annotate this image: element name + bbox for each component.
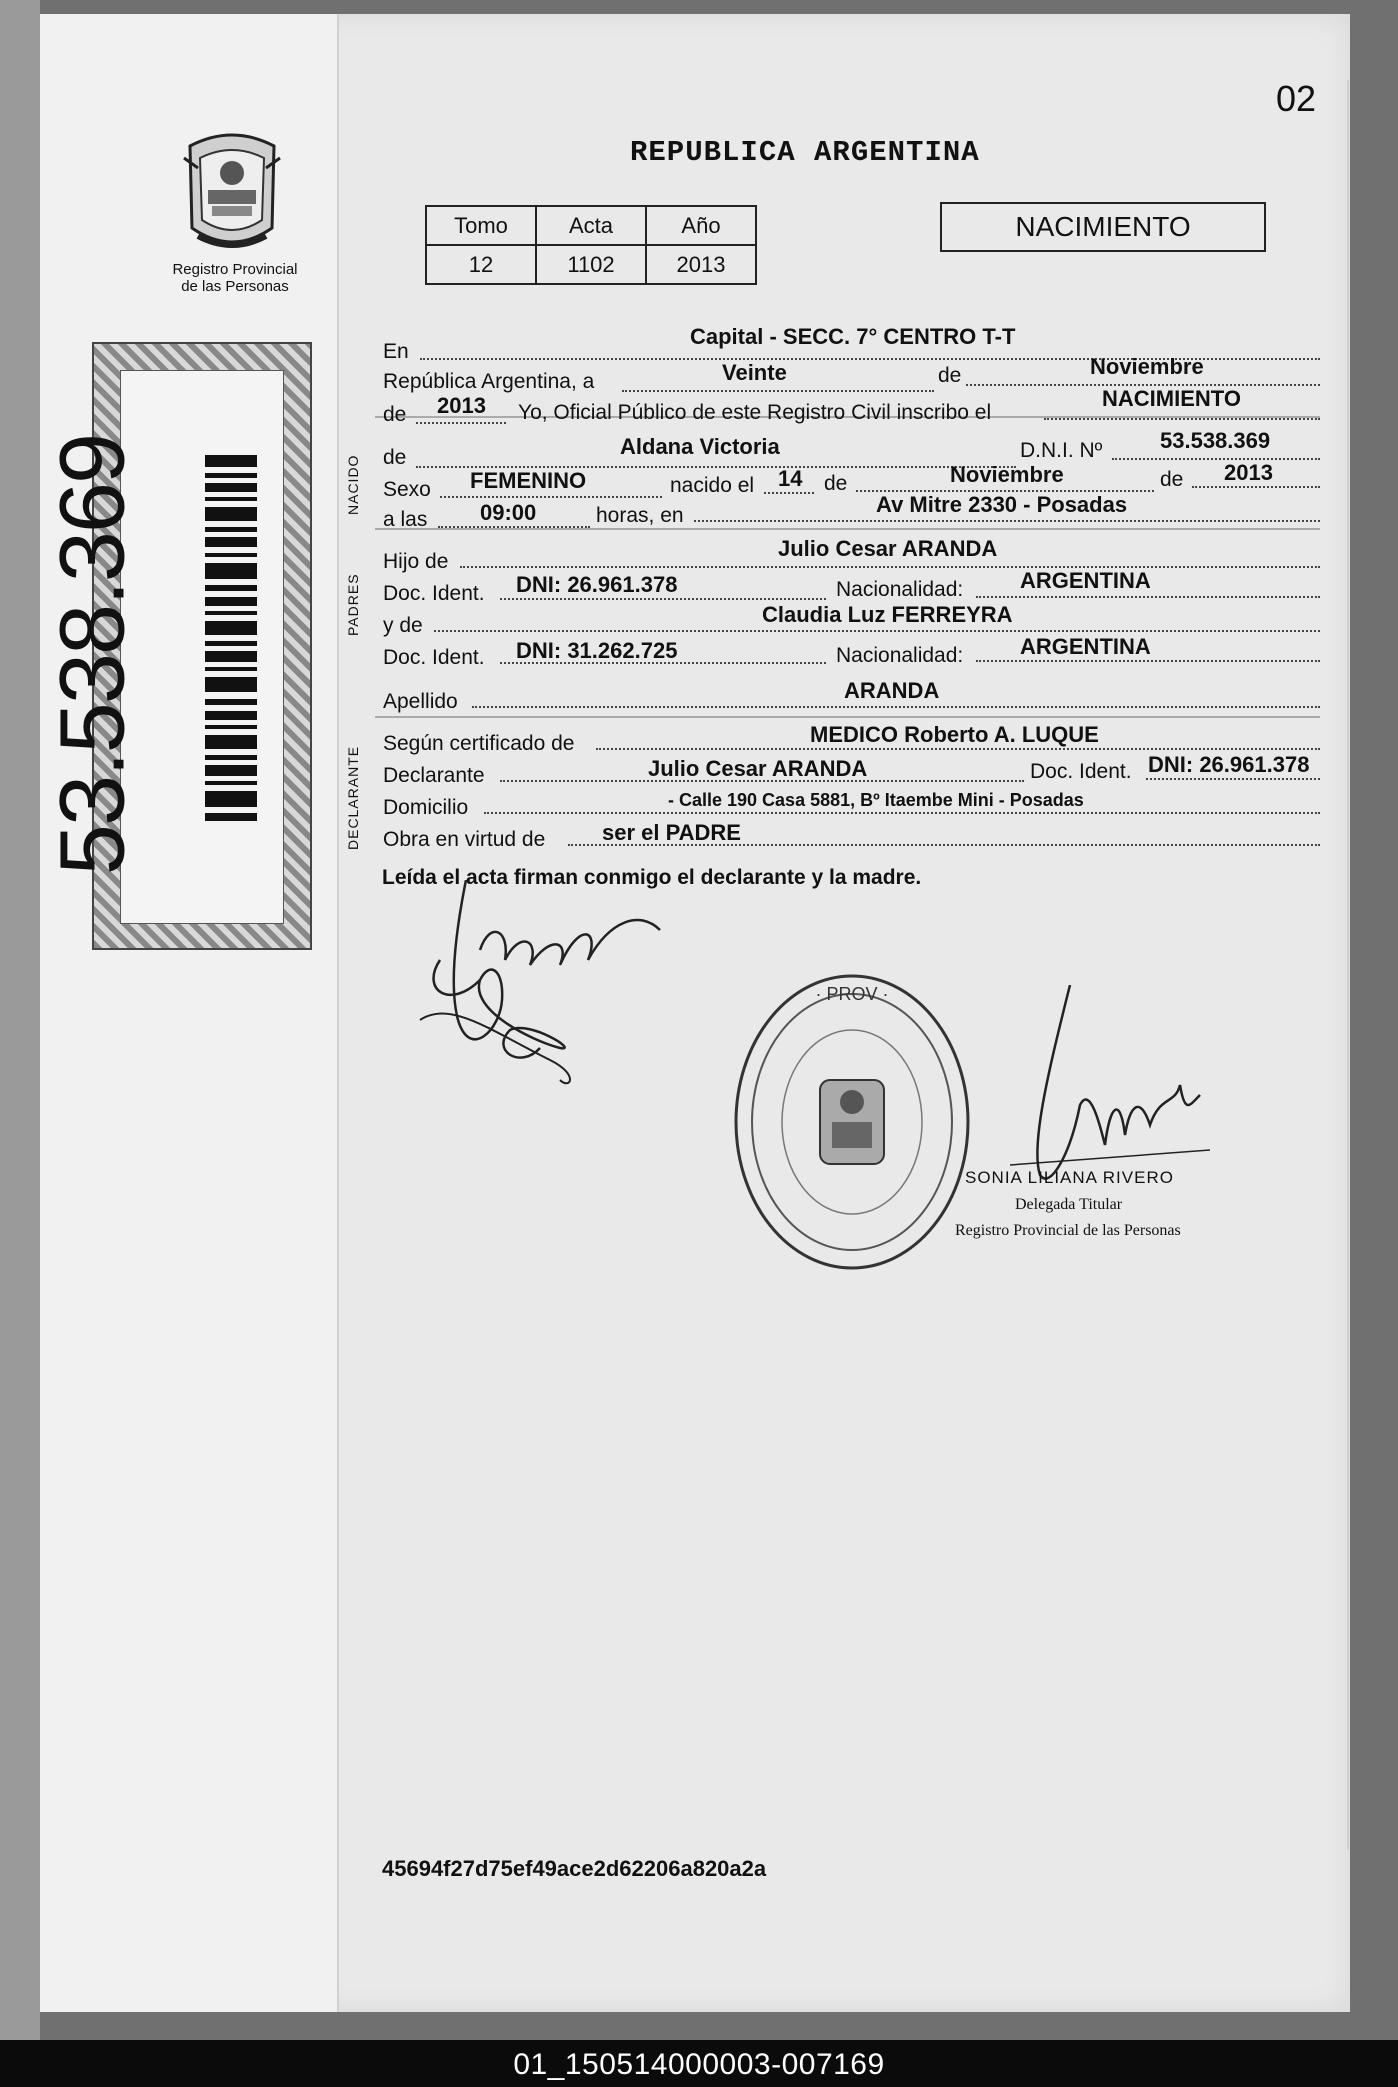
value-madre-nacionalidad: ARGENTINA — [1020, 634, 1151, 659]
registrar-signature — [1010, 985, 1210, 1195]
signer-name: SONIA LILIANA RIVERO — [965, 1168, 1174, 1187]
table-header-acta: Acta — [536, 206, 646, 245]
label-republica: República Argentina, a — [383, 370, 595, 393]
value-lugar: Capital - SECC. 7° CENTRO T-T — [690, 324, 1016, 349]
provincial-seal-logo — [178, 128, 286, 256]
table-header-tomo: Tomo — [426, 206, 536, 245]
value-madre-dni: DNI: 31.262.725 — [516, 638, 678, 663]
value-apellido: ARANDA — [844, 678, 940, 703]
label-de-nombre: de — [383, 446, 407, 469]
table-value-tomo: 12 — [426, 245, 536, 284]
record-type-box: NACIMIENTO — [940, 202, 1266, 252]
label-hijo-de: Hijo de — [383, 550, 449, 573]
label-nacido-el: nacido el — [670, 474, 755, 497]
official-stamp — [732, 972, 972, 1272]
document-hash: 45694f27d75ef49ace2d62206a820a2a — [382, 1856, 767, 1881]
registry-label — [155, 261, 315, 295]
label-de-mes: de — [824, 472, 848, 495]
dotted-line — [622, 390, 934, 392]
dotted-line — [1044, 418, 1320, 420]
registry-label-line2: de las Personas — [181, 278, 289, 295]
value-mes-nac: Noviembre — [950, 462, 1064, 487]
value-declarante: Julio Cesar ARANDA — [648, 756, 868, 781]
dotted-line — [440, 496, 662, 498]
value-dia-nac: 14 — [778, 466, 803, 491]
value-anio-nac: 2013 — [1224, 460, 1273, 485]
label-y-de: y de — [383, 614, 423, 637]
dotted-line — [1192, 486, 1320, 488]
stamp-text-top: · PROV · — [815, 984, 889, 1004]
label-a-las: a las — [383, 508, 428, 531]
label-sexo: Sexo — [383, 478, 431, 501]
dotted-line — [1146, 778, 1320, 780]
label-doc-ident-madre: Doc. Ident. — [383, 646, 485, 669]
label-horas-en: horas, en — [596, 504, 684, 527]
scan-background-left — [0, 0, 40, 2040]
value-nombre: Aldana Victoria — [620, 434, 780, 459]
table-value-acta: 1102 — [536, 245, 646, 284]
side-label-padres: PADRES — [345, 573, 361, 636]
label-yo-oficial: Yo, Oficial Público de este Registro Civil inscribo el — [518, 401, 992, 424]
label-nacionalidad-padre: Nacionalidad: — [836, 578, 964, 601]
dotted-line — [438, 526, 590, 528]
value-domicilio: - Calle 190 Casa 5881, Bº Itaembe Mini - Posadas — [668, 790, 1084, 810]
tomo-acta-anio-table — [425, 205, 757, 285]
table-value-anio: 2013 — [646, 245, 756, 284]
dotted-line — [976, 660, 1320, 662]
dotted-line — [484, 812, 1320, 814]
value-dni: 53.538.369 — [1160, 428, 1271, 453]
separator-line — [375, 528, 1320, 530]
label-apellido: Apellido — [383, 690, 458, 713]
label-domicilio: Domicilio — [383, 796, 469, 819]
declarant-signature — [410, 880, 680, 1090]
label-segun-certificado: Según certificado de — [383, 732, 575, 755]
dotted-line — [460, 566, 1320, 568]
document-title: REPUBLICA ARGENTINA — [630, 136, 980, 169]
label-doc-ident-padre: Doc. Ident. — [383, 582, 485, 605]
label-dni-no: D.N.I. Nº — [1020, 439, 1103, 462]
value-declarante-dni: DNI: 26.961.378 — [1148, 752, 1310, 777]
footer-filename: 01_150514000003-007169 — [513, 2048, 885, 2081]
label-doc-ident-declarante: Doc. Ident. — [1030, 760, 1132, 783]
right-margin-line — [1347, 80, 1349, 1850]
table-header-anio: Año — [646, 206, 756, 245]
footer-bar — [0, 2040, 1398, 2087]
label-de-anio: de — [1160, 468, 1184, 491]
value-anio-inscripcion: 2013 — [437, 393, 486, 418]
page-number: 02 — [1276, 78, 1317, 119]
signer-office: Registro Provincial de las Personas — [955, 1222, 1181, 1239]
value-padre-dni: DNI: 26.961.378 — [516, 572, 678, 597]
registry-label-line1: Registro Provincial — [172, 261, 298, 278]
value-padre: Julio Cesar ARANDA — [778, 536, 998, 561]
value-mes-inscripcion: Noviembre — [1090, 354, 1204, 379]
side-label-declarante: DECLARANTE — [345, 745, 361, 850]
dotted-line — [976, 596, 1320, 598]
label-de: de — [938, 364, 962, 387]
side-label-nacido: NACIDO — [345, 454, 361, 515]
value-certificado: MEDICO Roberto A. LUQUE — [810, 722, 1099, 747]
id-number-vertical: 53.538.369 — [41, 434, 144, 876]
barcode — [205, 455, 257, 825]
label-obra: Obra en virtud de — [383, 828, 546, 851]
value-padre-nacionalidad: ARGENTINA — [1020, 568, 1151, 593]
value-lugar-nac: Av Mitre 2330 - Posadas — [876, 492, 1128, 517]
value-sexo: FEMENINO — [470, 468, 587, 493]
dotted-line — [1112, 458, 1320, 460]
dotted-line — [764, 492, 814, 494]
label-de-year: de — [383, 403, 407, 426]
value-acto: NACIMIENTO — [1102, 386, 1241, 411]
value-hora: 09:00 — [480, 500, 537, 525]
dotted-line — [416, 422, 506, 424]
value-dia-letras: Veinte — [722, 360, 787, 385]
left-margin-column — [40, 14, 339, 2012]
dotted-line — [472, 706, 1320, 708]
dotted-line — [694, 520, 1320, 522]
signer-role: Delegada Titular — [1015, 1196, 1123, 1213]
dotted-line — [596, 748, 1320, 750]
value-obra: ser el PADRE — [602, 820, 741, 845]
label-declarante: Declarante — [383, 764, 485, 787]
value-madre: Claudia Luz FERREYRA — [762, 602, 1013, 627]
dotted-line — [500, 598, 826, 600]
dotted-line — [434, 630, 1320, 632]
label-nacionalidad-madre: Nacionalidad: — [836, 644, 964, 667]
separator-line — [375, 716, 1320, 718]
label-en: En — [383, 340, 409, 363]
closing-statement: Leída el acta firman conmigo el declarante y la madre. — [382, 866, 922, 889]
